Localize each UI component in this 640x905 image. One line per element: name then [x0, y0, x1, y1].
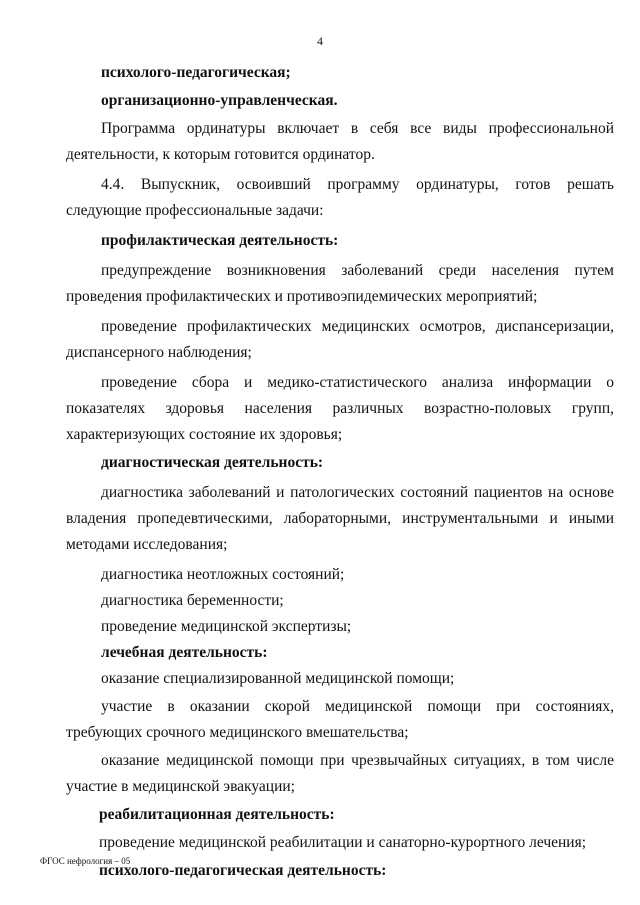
section-heading: диагностическая деятельность:	[101, 454, 324, 471]
section-heading: реабилитационная деятельность:	[99, 806, 335, 823]
list-item: предупреждение возникновения заболеваний среди населения путем проведения профилактических и противоэпидемических мероприятий;	[66, 262, 614, 305]
list-item: диагностика беременности;	[101, 592, 284, 609]
list-item: организационно-управленческая.	[101, 92, 338, 109]
paragraph: Программа ординатуры включает в себя все виды профессиональной деятельности, к которым готовится ординатор.	[66, 120, 614, 163]
list-item: диагностика заболеваний и патологических состояний пациентов на основе владения пропедевтическими, лабораторными, инструментальными и иными методами исследования;	[66, 484, 614, 553]
list-item: оказание медицинской помощи при чрезвычайных ситуациях, в том числе участие в медицинской эвакуации;	[66, 752, 614, 795]
list-item: оказание специализированной медицинской помощи;	[101, 670, 455, 687]
footer-label: ФГОС нефрология – 05	[40, 856, 131, 866]
section-heading: лечебная деятельность:	[101, 644, 268, 661]
list-item: диагностика неотложных состояний;	[101, 566, 345, 583]
document-body	[66, 60, 614, 884]
list-item: проведение профилактических медицинских осмотров, диспансеризации, диспансерного наблюдения;	[66, 318, 614, 361]
list-item: проведение медицинской экспертизы;	[101, 618, 352, 635]
page-number: 4	[317, 34, 323, 48]
paragraph: 4.4. Выпускник, освоивший программу ординатуры, готов решать следующие профессиональные задачи:	[66, 176, 614, 219]
list-item: проведение медицинской реабилитации и санаторно-курортного лечения;	[99, 834, 587, 851]
section-heading: психолого-педагогическая деятельность:	[99, 862, 387, 879]
list-item: участие в оказании скорой медицинской помощи при состояниях, требующих срочного медицинского вмешательства;	[66, 698, 614, 741]
list-item: проведение сбора и медико-статистического анализа информации о показателях здоровья населения различных возрастно-половых групп, характеризующих состояние их здоровья;	[66, 374, 614, 443]
list-item: психолого-педагогическая;	[101, 64, 291, 81]
section-heading: профилактическая деятельность:	[101, 232, 339, 249]
